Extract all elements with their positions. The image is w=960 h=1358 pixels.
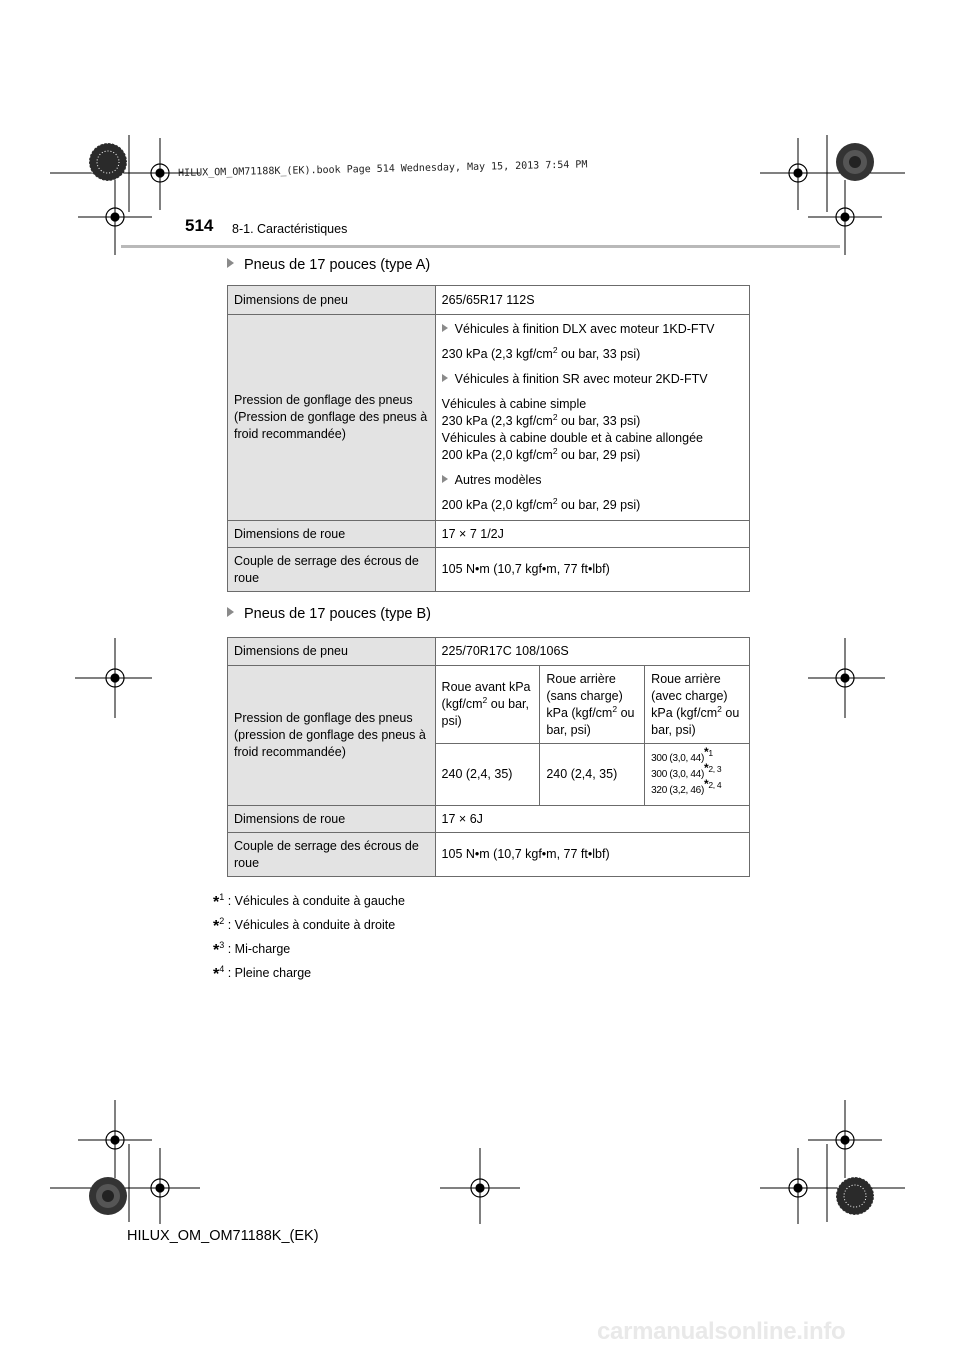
sr-double-label: Véhicules à cabine double et à cabine allongée [441, 431, 703, 445]
table-row [228, 638, 750, 666]
sr-double-pressure: 200 kPa (2,0 kgf/$cm^2$ ou bar, 29 psi) [441, 445, 641, 462]
table-row [228, 806, 750, 833]
dlx-heading-row [442, 321, 743, 338]
front-pressure-value: 240 (2,4, 35) [435, 744, 540, 806]
rear-empty-pressure-value: 240 (2,4, 35) [540, 744, 645, 806]
table-row [228, 286, 750, 315]
tire-size-value: 265/65R17 112S [435, 286, 749, 315]
watermark: carmanualsonline.info [597, 1318, 846, 1345]
footnote: *$^3$ : Mi-charge [213, 939, 291, 959]
pressure-label: Pression de gonflage des pneus (Pression de gonflage des pneus à froid recommandée) [228, 315, 436, 521]
torque-value: 105 N•m (10,7 kgf•m, 77 ft•lbf) [435, 833, 749, 877]
tire-spec-table-b [227, 637, 750, 877]
table-row [228, 521, 750, 548]
sr-single-label: Véhicules à cabine simple [441, 397, 587, 411]
footnote: *$^1$ : Véhicules à conduite à gauche [213, 891, 405, 911]
tire-spec-table-a [227, 285, 750, 592]
col-rear-empty-header: Roue arrière (sans charge) kPa ($kgf/cm^2$ ou bar, psi) [540, 666, 645, 744]
rear-load-value-2: 300 (3,0, 44)$^{*2, 3}$ [651, 761, 722, 780]
table-row [228, 666, 750, 744]
wheel-size-value: 17 × 6J [435, 806, 749, 833]
torque-label: Couple de serrage des écrous de roue [228, 548, 436, 592]
tire-size-label: Dimensions de pneu [228, 286, 436, 315]
table-b-title: Pneus de 17 pouces (type B) [244, 606, 432, 622]
wheel-size-label: Dimensions de roue [228, 806, 436, 833]
rear-load-value-3: 320 (3,2, 46)$^{*2, 4}$ [651, 777, 722, 796]
pressure-values [435, 315, 749, 521]
triangle-bullet-icon [442, 475, 448, 483]
table-row [228, 833, 750, 877]
table-b-title-row [227, 606, 431, 622]
col-rear-load-header: Roue arrière (avec charge) kPa ($kgf/cm^2$ ou bar, psi) [645, 666, 750, 744]
other-heading-row [442, 472, 743, 489]
triangle-bullet-icon [442, 324, 448, 332]
other-heading: Autres modèles [454, 473, 542, 487]
triangle-bullet-icon [442, 374, 448, 382]
tire-size-value: 225/70R17C 108/106S [435, 638, 749, 666]
triangle-bullet-icon [227, 607, 234, 617]
rear-load-pressure-values [645, 744, 750, 806]
other-pressure: 200 kPa (2,0 kgf/$cm^2$ ou bar, 29 psi) [441, 495, 641, 512]
table-a-title: Pneus de 17 pouces (type A) [244, 257, 431, 273]
torque-label: Couple de serrage des écrous de roue [228, 833, 436, 877]
wheel-size-value: 17 × 7 1/2J [435, 521, 749, 548]
footnote: *$^4$ : Pleine charge [213, 963, 312, 983]
page-number: 514 [185, 216, 214, 235]
table-row [228, 548, 750, 592]
triangle-bullet-icon [227, 258, 234, 268]
rear-load-value-1: 300 (3,0, 44)$^{*1}$ [651, 745, 713, 764]
dlx-pressure: 230 kPa (2,3 kgf/$cm^2$ ou bar, 33 psi) [441, 344, 641, 361]
section-title: 8-1. Caractéristiques [232, 222, 348, 236]
footer-doc-code: HILUX_OM_OM71188K_(EK) [127, 1228, 319, 1244]
pressure-label: Pression de gonflage des pneus (pression de gonflage des pneus à froid recommandée) [228, 666, 436, 806]
header-rule [121, 245, 840, 248]
tire-size-label: Dimensions de pneu [228, 638, 436, 666]
footnote: *$^2$ : Véhicules à conduite à droite [213, 915, 396, 935]
dlx-heading: Véhicules à finition DLX avec moteur 1KD-FTV [454, 322, 715, 336]
table-a-title-row [227, 257, 430, 273]
wheel-size-label: Dimensions de roue [228, 521, 436, 548]
sr-single-pressure: 230 kPa (2,3 kgf/$cm^2$ ou bar, 33 psi) [441, 411, 641, 428]
torque-value: 105 N•m (10,7 kgf•m, 77 ft•lbf) [435, 548, 749, 592]
sr-heading-row [442, 371, 743, 388]
col-front-header: Roue avant kPa ($kgf/cm^2$ ou bar, psi) [435, 666, 540, 744]
table-row [228, 315, 750, 521]
print-crop-info: HILUX_OM_OM71188K_(EK).book Page 514 Wednesday, May 15, 2013 7:54 PM [178, 159, 588, 179]
sr-heading: Véhicules à finition SR avec moteur 2KD-FTV [454, 372, 708, 386]
